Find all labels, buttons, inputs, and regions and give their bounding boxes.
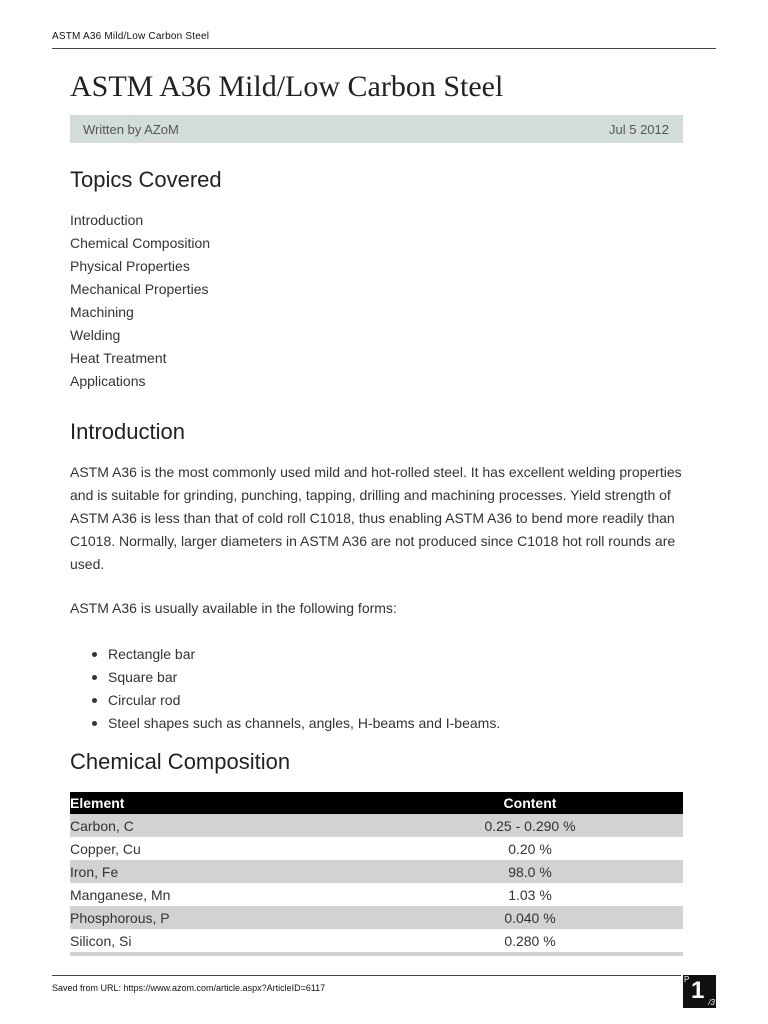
byline-date: Jul 5 2012 (609, 121, 669, 137)
forms-intro-paragraph: ASTM A36 is usually available in the following forms: (70, 600, 397, 616)
running-header: ASTM A36 Mild/Low Carbon Steel (52, 31, 210, 42)
topic-link-physical-properties[interactable]: Physical Properties (70, 258, 190, 274)
footer-divider (52, 975, 681, 976)
byline-author: Written by AZoM (83, 121, 179, 137)
list-item: Rectangle bar (91, 643, 500, 666)
topic-link-heat-treatment[interactable]: Heat Treatment (70, 350, 167, 366)
element-cell: Manganese, Mn (70, 883, 377, 906)
page-label: P (684, 975, 690, 984)
element-cell: Silicon, Si (70, 929, 377, 952)
content-cell: 0.040 % (377, 906, 683, 929)
topic-link-welding[interactable]: Welding (70, 327, 121, 343)
table-header-row (70, 792, 683, 814)
table-bottom-divider (70, 952, 683, 956)
byline-bar (70, 115, 683, 143)
topic-link-applications[interactable]: Applications (70, 373, 146, 389)
list-item: Square bar (91, 666, 500, 689)
content-cell: 1.03 % (377, 883, 683, 906)
table-row (70, 860, 683, 883)
element-cell: Carbon, C (70, 814, 377, 837)
element-cell: Copper, Cu (70, 837, 377, 860)
page-title: ASTM A36 Mild/Low Carbon Steel (70, 70, 504, 103)
introduction-heading: Introduction (70, 419, 185, 444)
list-item: Steel shapes such as channels, angles, H-beams and I-beams. (91, 712, 500, 735)
table-row (70, 929, 683, 952)
element-cell: Iron, Fe (70, 860, 377, 883)
table-row (70, 883, 683, 906)
element-cell: Phosphorous, P (70, 906, 377, 929)
bullet-icon (92, 652, 97, 657)
content-cell: 0.25 - 0.290 % (377, 814, 683, 837)
topic-link-chemical-composition[interactable]: Chemical Composition (70, 235, 211, 251)
bullet-icon (92, 698, 97, 703)
table-row (70, 906, 683, 929)
table-row (70, 837, 683, 860)
topics-heading: Topics Covered (70, 167, 222, 192)
page-total: /3 (708, 998, 715, 1007)
bullet-icon (92, 675, 97, 680)
saved-from-url: Saved from URL: https://www.azom.com/article.aspx?ArticleID=6117 (52, 983, 326, 993)
table-row (70, 814, 683, 837)
chemical-composition-table (70, 792, 683, 952)
topics-list (70, 209, 210, 393)
column-header-element: Element (70, 792, 377, 814)
page-number-badge (683, 975, 716, 1008)
content-cell: 0.280 % (377, 929, 683, 952)
page-number: 1 (691, 977, 705, 1004)
chemical-composition-heading: Chemical Composition (70, 749, 291, 774)
header-divider (52, 48, 716, 49)
list-item: Circular rod (91, 689, 500, 712)
content-cell: 98.0 % (377, 860, 683, 883)
topic-link-introduction[interactable]: Introduction (70, 212, 144, 228)
column-header-content: Content (377, 792, 683, 814)
introduction-paragraph: ASTM A36 is the most commonly used mild and hot-rolled steel. It has excellent welding properties and is suitable for grinding, punching, tapping, drilling and machining processes. Yield strength of ASTM A36 is less than that of cold roll C1018, thus enabling ASTM A36 to bend more readily than C1018. Normally, larger diameters in ASTM A36 are not produced since C1018 hot roll rounds are used. (70, 464, 682, 572)
topic-link-mechanical-properties[interactable]: Mechanical Properties (70, 281, 209, 297)
forms-list (91, 643, 500, 735)
topic-link-machining[interactable]: Machining (70, 304, 134, 320)
content-cell: 0.20 % (377, 837, 683, 860)
bullet-icon (92, 721, 97, 726)
